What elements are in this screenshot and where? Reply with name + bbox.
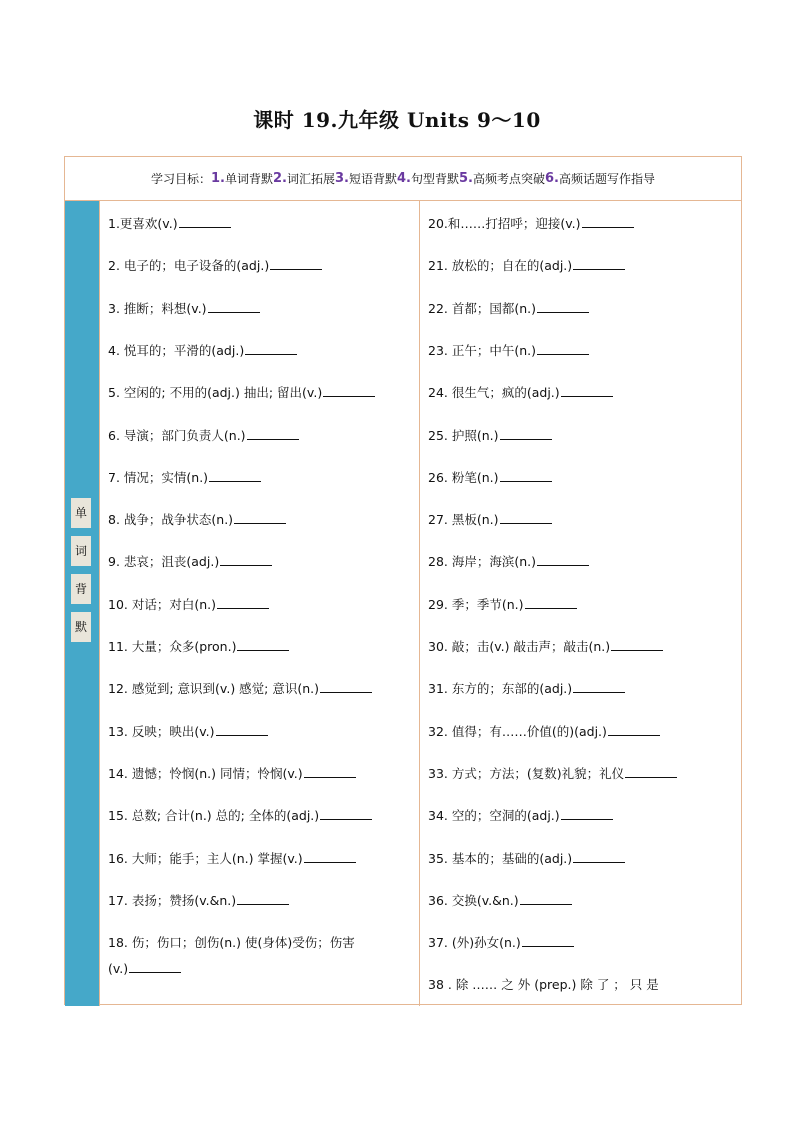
answer-blank[interactable] bbox=[573, 257, 625, 270]
answer-blank[interactable] bbox=[304, 765, 356, 778]
answer-blank[interactable] bbox=[247, 427, 299, 440]
vocab-item bbox=[428, 595, 577, 615]
answer-blank[interactable] bbox=[237, 892, 289, 905]
vocab-item-text: 30. 敲；击(v.) 敲击声；敲击(n.) bbox=[428, 639, 611, 654]
section-label bbox=[71, 498, 91, 650]
vocab-item-text: 35. 基本的；基础的(adj.) bbox=[428, 850, 573, 866]
vocab-item bbox=[428, 975, 659, 995]
vocab-item-text: 11. 大量；众多(pron.) bbox=[108, 639, 237, 654]
answer-blank[interactable] bbox=[216, 723, 268, 736]
vocab-item-text: 21. 放松的；自在的(adj.) bbox=[428, 258, 573, 274]
vocab-item bbox=[428, 299, 589, 319]
vocab-item-text: 17. 表扬；赞扬(v.&n.) bbox=[108, 892, 237, 908]
answer-blank[interactable] bbox=[220, 553, 272, 566]
vocab-item-text: 14. 遗憾；怜悯(n.) 同情；怜悯(v.) bbox=[108, 765, 303, 781]
goal-3-text: 短语背默 bbox=[348, 172, 397, 186]
vocab-item-text: 10. 对话；对白(n.) bbox=[108, 596, 217, 612]
vocab-item bbox=[108, 552, 272, 572]
vocab-item bbox=[428, 426, 552, 446]
goal-1-num: 1. bbox=[211, 171, 225, 186]
goal-4-num: 4. bbox=[397, 171, 411, 186]
vocab-item-text: 2. 电子的；电子设备的(adj.) bbox=[108, 258, 270, 274]
goal-5-num: 5. bbox=[459, 171, 473, 186]
vocab-item-text: 34. 空的；空洞的(adj.) bbox=[428, 808, 560, 824]
vocab-item-text: 26. 粉笔(n.) bbox=[428, 469, 499, 485]
vocab-item bbox=[428, 552, 589, 572]
vocab-item bbox=[108, 679, 372, 699]
vocab-item-text: 23. 正午；中午(n.) bbox=[428, 342, 537, 358]
vocab-item bbox=[108, 256, 322, 276]
answer-blank[interactable] bbox=[500, 469, 552, 482]
section-band bbox=[65, 201, 100, 1006]
page-title: 课时 19.九年级 Units 9～10 bbox=[253, 108, 541, 132]
answer-blank[interactable] bbox=[573, 850, 625, 863]
goal-6-num: 6. bbox=[545, 171, 559, 186]
answer-blank[interactable] bbox=[270, 257, 322, 270]
vocab-item bbox=[428, 510, 552, 530]
answer-blank[interactable] bbox=[573, 680, 625, 693]
vocab-item-text: 20.和……打招呼；迎接(v.) bbox=[428, 216, 581, 231]
goal-4-text: 句型背默 bbox=[410, 172, 459, 186]
vocab-item bbox=[428, 214, 634, 234]
vocab-item bbox=[428, 806, 613, 826]
goals-prefix: 学习目标： bbox=[150, 172, 211, 186]
vocab-item bbox=[108, 510, 286, 530]
answer-blank[interactable] bbox=[208, 300, 260, 313]
vocab-item bbox=[428, 256, 625, 276]
answer-blank[interactable] bbox=[625, 765, 677, 778]
answer-blank[interactable] bbox=[522, 934, 574, 947]
vocab-item bbox=[428, 637, 663, 657]
vocab-item-text: 5. 空闲的; 不用的(adj.) 抽出; 留出(v.) bbox=[108, 385, 323, 401]
vocab-item bbox=[108, 383, 375, 403]
vocab-item-text: 1.更喜欢(v.) bbox=[108, 216, 178, 231]
goal-2-text: 词汇拓展 bbox=[286, 172, 335, 186]
vocab-item-text: 4. 悦耳的；平滑的(adj.) bbox=[108, 342, 245, 358]
answer-blank[interactable] bbox=[245, 342, 297, 355]
answer-blank[interactable] bbox=[237, 638, 289, 651]
goal-5-text: 高频考点突破 bbox=[472, 172, 545, 186]
answer-blank[interactable] bbox=[129, 960, 181, 973]
answer-blank[interactable] bbox=[537, 342, 589, 355]
vocab-item bbox=[108, 764, 356, 784]
vocab-item-text: 16. 大师；能手；主人(n.) 掌握(v.) bbox=[108, 850, 303, 866]
vocab-item bbox=[108, 214, 231, 234]
vocab-item bbox=[108, 933, 355, 953]
answer-blank[interactable] bbox=[323, 384, 375, 397]
answer-blank[interactable] bbox=[500, 427, 552, 440]
goal-6-text: 高频话题写作指导 bbox=[558, 172, 655, 186]
goal-3-num: 3. bbox=[335, 171, 349, 186]
answer-blank[interactable] bbox=[500, 511, 552, 524]
answer-blank[interactable] bbox=[304, 850, 356, 863]
section-label-char: 词 bbox=[71, 536, 91, 566]
right-column bbox=[420, 201, 741, 1006]
vocab-item-text: 22. 首都；国都(n.) bbox=[428, 300, 537, 316]
answer-blank[interactable] bbox=[561, 807, 613, 820]
vocab-item-text: 24. 很生气；疯的(adj.) bbox=[428, 385, 560, 401]
vocab-item-text: 12. 感觉到; 意识到(v.) 感觉; 意识(n.) bbox=[108, 681, 319, 697]
vocab-item bbox=[428, 383, 613, 403]
vocab-item-text: 13. 反映；映出(v.) bbox=[108, 723, 215, 739]
vocab-item-text: (v.) bbox=[108, 961, 129, 977]
vocab-item-text: 27. 黑板(n.) bbox=[428, 512, 499, 528]
answer-blank[interactable] bbox=[537, 553, 589, 566]
vocab-item bbox=[108, 426, 299, 446]
vocab-item bbox=[108, 891, 289, 911]
vocab-item-text: 7. 情况；实情(n.) bbox=[108, 469, 209, 485]
vocab-item bbox=[108, 595, 269, 615]
vocab-item-text: 36. 交换(v.&n.) bbox=[428, 892, 519, 908]
vocab-item bbox=[428, 891, 572, 911]
vocab-item-text: 38 . 除 …… 之 外 (prep.) 除 了 ； 只 是 bbox=[428, 977, 659, 993]
answer-blank[interactable] bbox=[520, 892, 572, 905]
answer-blank[interactable] bbox=[525, 596, 577, 609]
vocab-worksheet bbox=[64, 156, 742, 1005]
section-label-char: 背 bbox=[71, 574, 91, 604]
vocab-item bbox=[428, 722, 660, 742]
answer-blank[interactable] bbox=[611, 638, 663, 651]
answer-blank[interactable] bbox=[561, 384, 613, 397]
vocab-item-text: 32. 值得；有……价值(的)(adj.) bbox=[428, 723, 607, 739]
left-column bbox=[100, 201, 420, 1006]
vocab-item-text: 8. 战争；战争状态(n.) bbox=[108, 512, 234, 528]
answer-blank[interactable] bbox=[179, 215, 231, 228]
vocab-item-text: 6. 导演；部门负责人(n.) bbox=[108, 427, 246, 443]
answer-blank[interactable] bbox=[582, 215, 634, 228]
vocab-item-text: 29. 季；季节(n.) bbox=[428, 596, 524, 612]
answer-blank[interactable] bbox=[217, 596, 269, 609]
vocab-item-continuation bbox=[108, 959, 181, 979]
answer-blank[interactable] bbox=[608, 723, 660, 736]
answer-blank[interactable] bbox=[320, 680, 372, 693]
vocab-item bbox=[108, 637, 289, 657]
vocab-item bbox=[428, 849, 625, 869]
vocab-item bbox=[428, 933, 574, 953]
goal-1-text: 单词背默 bbox=[224, 172, 273, 186]
vocab-item-text: 15. 总数; 合计(n.) 总的; 全体的(adj.) bbox=[108, 808, 320, 824]
vocab-item-text: 37. (外)孙女(n.) bbox=[428, 935, 521, 951]
learning-goals bbox=[65, 157, 741, 201]
vocab-item-text: 33. 方式；方法；(复数)礼貌；礼仪 bbox=[428, 765, 625, 781]
vocab-item bbox=[108, 468, 261, 488]
vocab-item-text: 18. 伤；伤口；创伤(n.) 使(身体)受伤；伤害 bbox=[108, 935, 355, 951]
vocab-item bbox=[428, 468, 552, 488]
answer-blank[interactable] bbox=[209, 469, 261, 482]
vocab-item bbox=[428, 679, 625, 699]
vocab-item bbox=[428, 764, 677, 784]
vocab-item bbox=[428, 341, 589, 361]
vocab-item-text: 28. 海岸；海滨(n.) bbox=[428, 554, 537, 570]
vocab-item bbox=[108, 849, 356, 869]
section-label-char: 默 bbox=[71, 612, 91, 642]
vocab-item-text: 25. 护照(n.) bbox=[428, 427, 499, 443]
vocab-item-text: 3. 推断；料想(v.) bbox=[108, 300, 207, 316]
section-label-char: 单 bbox=[71, 498, 91, 528]
answer-blank[interactable] bbox=[537, 300, 589, 313]
vocab-item-text: 31. 东方的；东部的(adj.) bbox=[428, 681, 573, 697]
vocab-item bbox=[108, 806, 372, 826]
answer-blank[interactable] bbox=[234, 511, 286, 524]
vocab-item bbox=[108, 341, 297, 361]
goal-2-num: 2. bbox=[273, 171, 287, 186]
vocab-item bbox=[108, 299, 260, 319]
vocab-item bbox=[108, 722, 268, 742]
vocab-item-text: 9. 悲哀；沮丧(adj.) bbox=[108, 554, 220, 570]
answer-blank[interactable] bbox=[320, 807, 372, 820]
